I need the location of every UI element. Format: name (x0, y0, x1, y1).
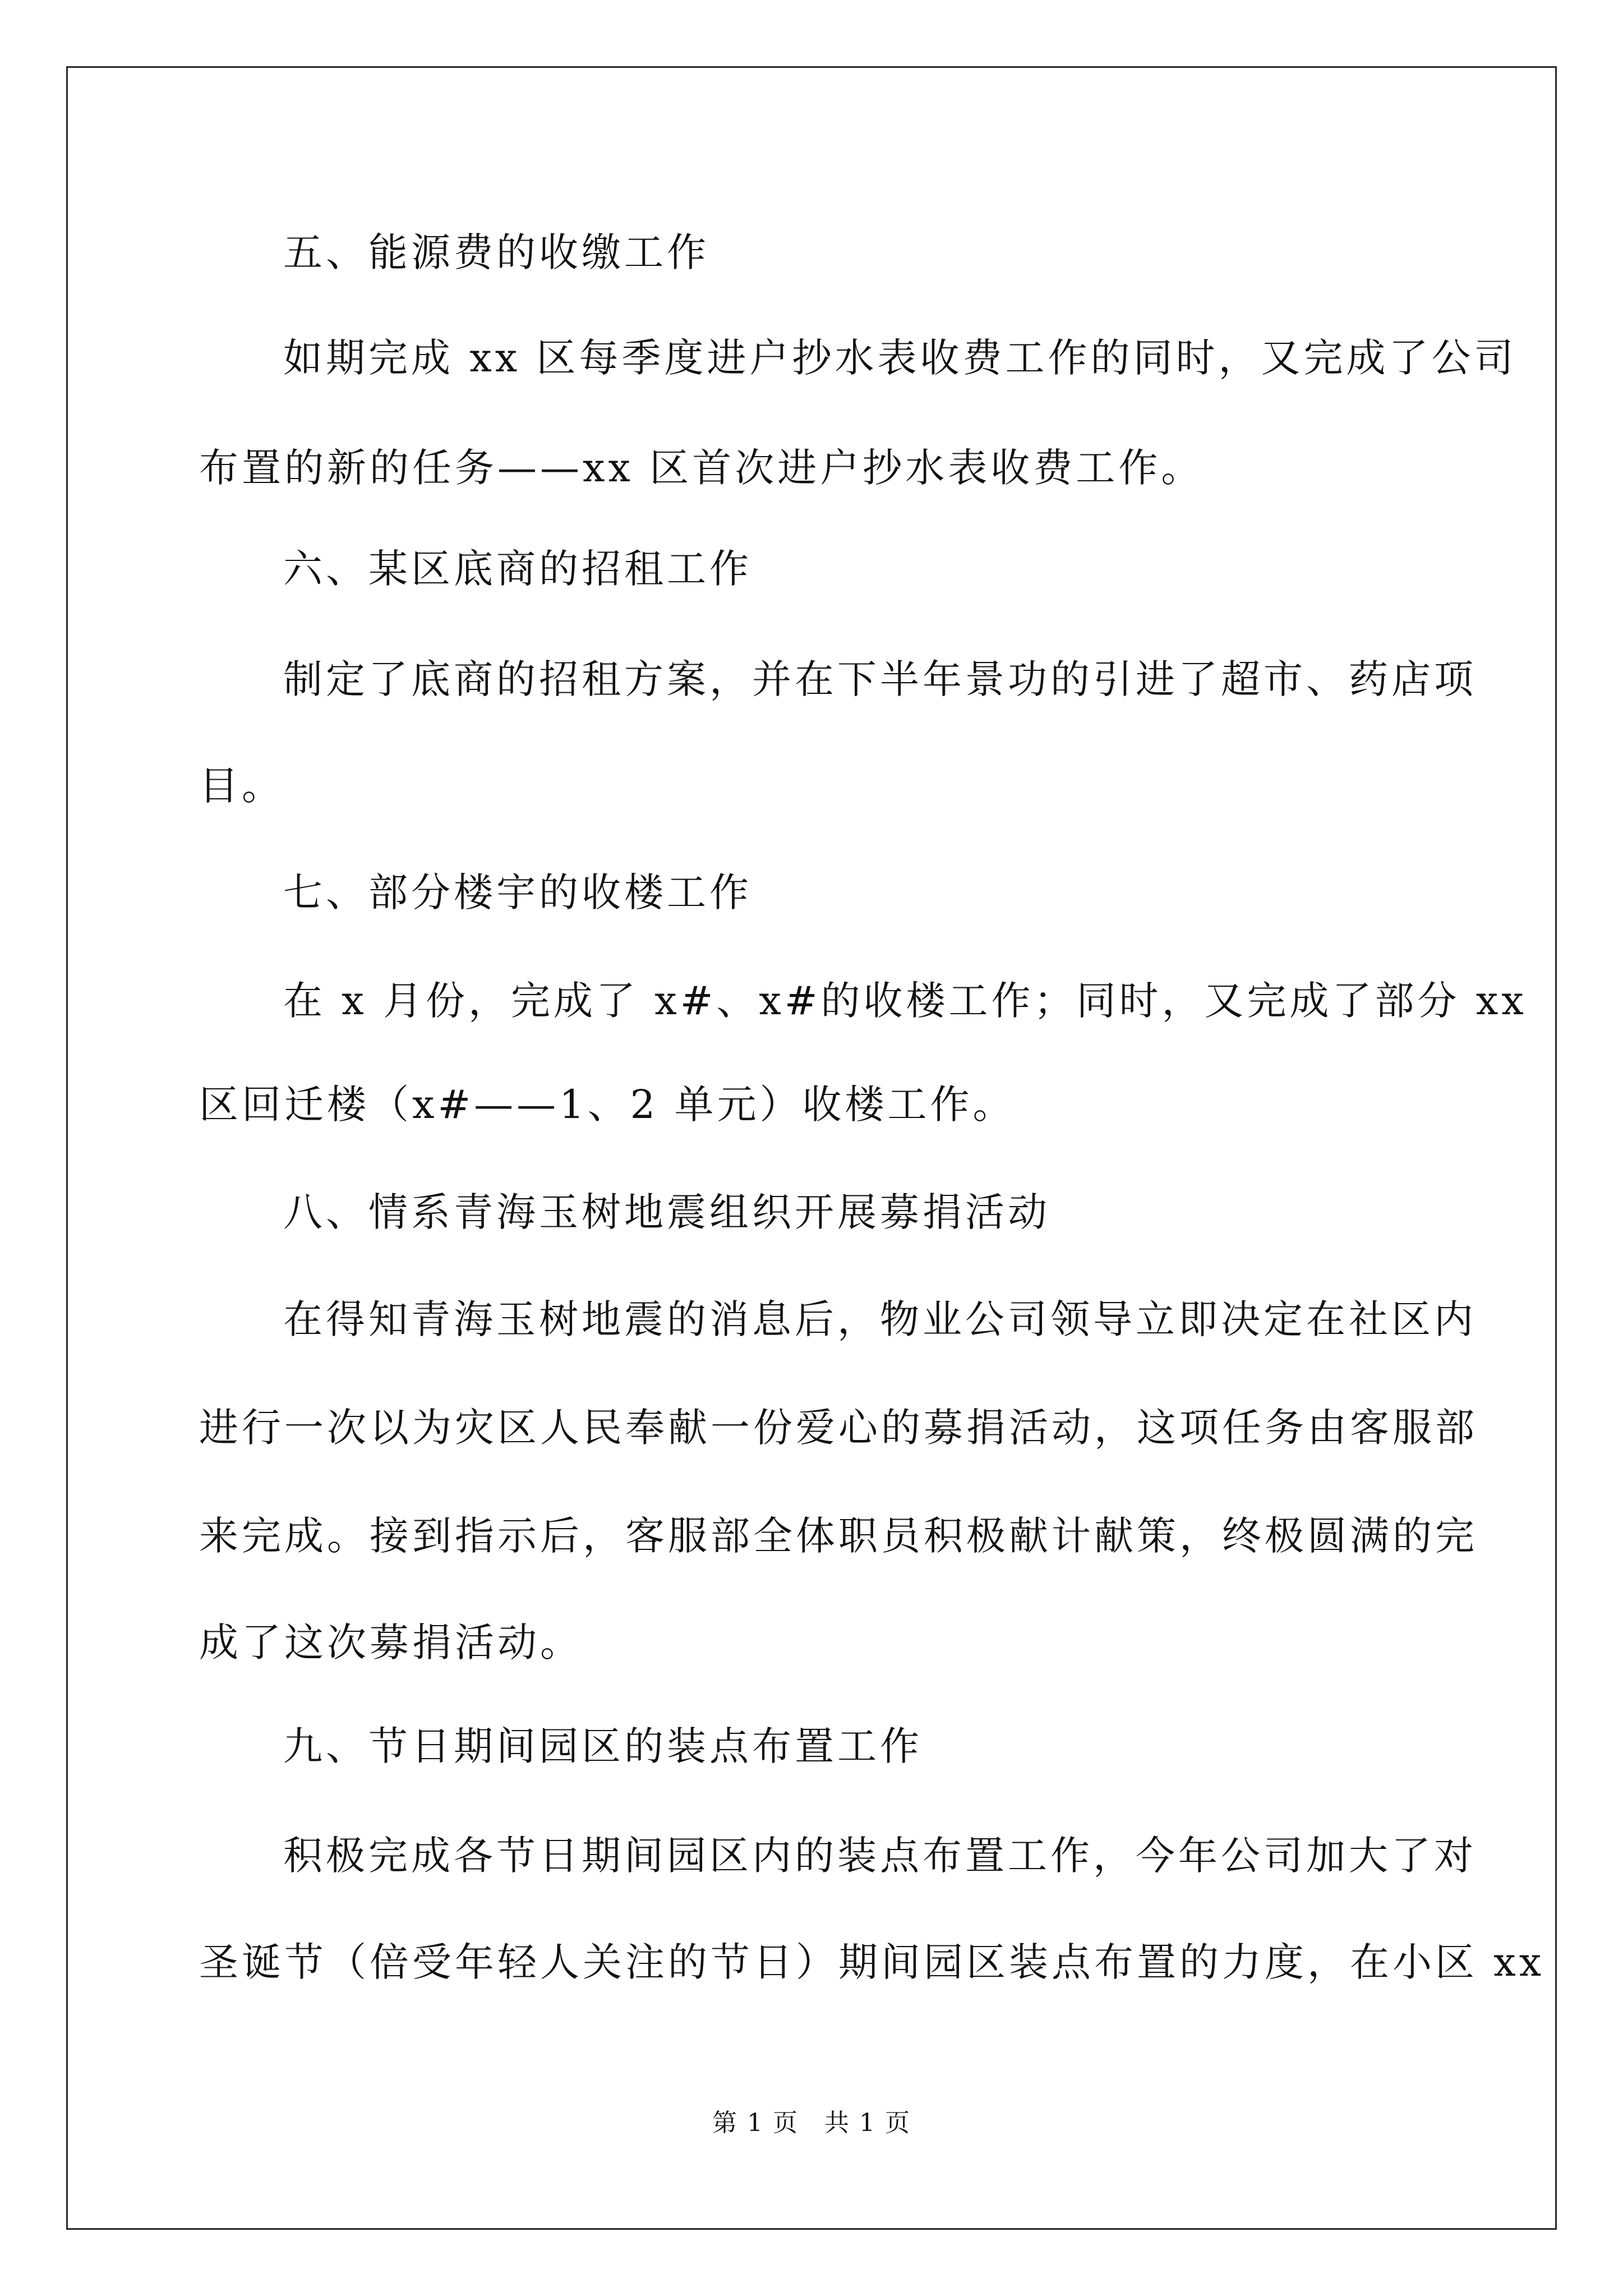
page-border (66, 66, 1557, 2230)
page-footer: 第 1 页 共 1 页 (712, 2109, 911, 2137)
section-heading-5: 五、能源费的收缴工作 (283, 229, 709, 275)
paragraph-line: 目。 (199, 763, 284, 809)
paragraph-line: 成了这次募捐活动。 (199, 1619, 583, 1665)
section-heading-7: 七、部分楼宇的收楼工作 (283, 869, 752, 915)
paragraph-line: 在得知青海玉树地震的消息后，物业公司领导立即决定在社区内 (283, 1296, 1477, 1342)
paragraph-line: 区回迁楼（x#——1、2 单元）收楼工作。 (199, 1082, 1016, 1128)
paragraph-line: 积极完成各节日期间园区内的装点布置工作，今年公司加大了对 (283, 1833, 1477, 1879)
paragraph-line: 如期完成 xx 区每季度进户抄水表收费工作的同时，又完成了公司 (283, 335, 1517, 381)
section-heading-8: 八、情系青海玉树地震组织开展募捐活动 (283, 1189, 1050, 1235)
section-heading-9: 九、节日期间园区的装点布置工作 (283, 1723, 923, 1769)
paragraph-line: 在 x 月份，完成了 x#、x#的收楼工作；同时，又完成了部分 xx (283, 978, 1527, 1024)
paragraph-line: 布置的新的任务——xx 区首次进户抄水表收费工作。 (199, 445, 1204, 491)
section-heading-6: 六、某区底商的招租工作 (283, 546, 752, 592)
paragraph-line: 来完成。接到指示后，客服部全体职员积极献计献策，终极圆满的完 (199, 1513, 1478, 1559)
paragraph-line: 进行一次以为灾区人民奉献一份爱心的募捐活动，这项任务由客服部 (199, 1405, 1478, 1451)
paragraph-line: 圣诞节（倍受年轻人关注的节日）期间园区装点布置的力度，在小区 xx (199, 1939, 1545, 1985)
paragraph-line: 制定了底商的招租方案，并在下半年景功的引进了超市、药店项 (283, 656, 1477, 702)
